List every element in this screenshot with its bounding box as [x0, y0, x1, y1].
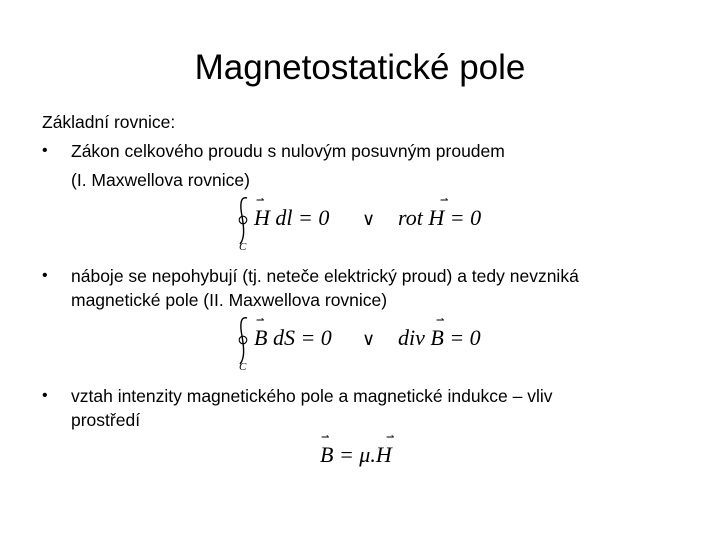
bullet-3-line-2: prostředí [71, 410, 141, 430]
curl-equation: rot H = 0 [398, 205, 482, 230]
bullet-1-line-2: (I. Maxwellova rovnice) [71, 170, 250, 190]
slide-title: Magnetostatické pole [194, 48, 526, 87]
bullet-marker: • [42, 387, 48, 404]
bullet-2-line-1: náboje se nepohybují (tj. neteče elektrický proud) a tedy nevzniká [71, 266, 579, 286]
intro-label: Základní rovnice: [42, 112, 176, 132]
integrand: H dl = 0 [254, 205, 330, 230]
vector-arrow-icon: ⇀ [440, 195, 449, 206]
bullet-1-line-1: Zákon celkového proudu s nulovým posuvným proudem [71, 141, 505, 161]
divergence-equation: div B = 0 [398, 325, 481, 350]
gauss-magnetic-equation [230, 312, 510, 374]
ampere-law-equation [230, 192, 510, 254]
or-symbol: ∨ [362, 329, 376, 349]
bullet-marker: • [42, 267, 48, 284]
bullet-marker: • [42, 142, 48, 159]
vector-arrow-icon: ⇀ [436, 315, 445, 326]
integrand: B dS = 0 [254, 325, 332, 350]
bullet-3-line-1: vztah intenzity magnetického pole a magnetické indukce – vliv [71, 386, 553, 406]
contour-label: C [239, 241, 247, 253]
bullet-2-line-2: magnetické pole (II. Maxwellova rovnice) [71, 290, 388, 310]
relation: B = μ.H [320, 442, 392, 467]
or-symbol: ∨ [362, 209, 376, 229]
vector-arrow-icon: ⇀ [256, 195, 265, 206]
constitutive-relation-equation [310, 430, 430, 470]
vector-arrow-icon: ⇀ [321, 432, 330, 443]
vector-arrow-icon: ⇀ [386, 432, 395, 443]
vector-arrow-icon: ⇀ [256, 315, 265, 326]
contour-label: C [239, 361, 247, 373]
